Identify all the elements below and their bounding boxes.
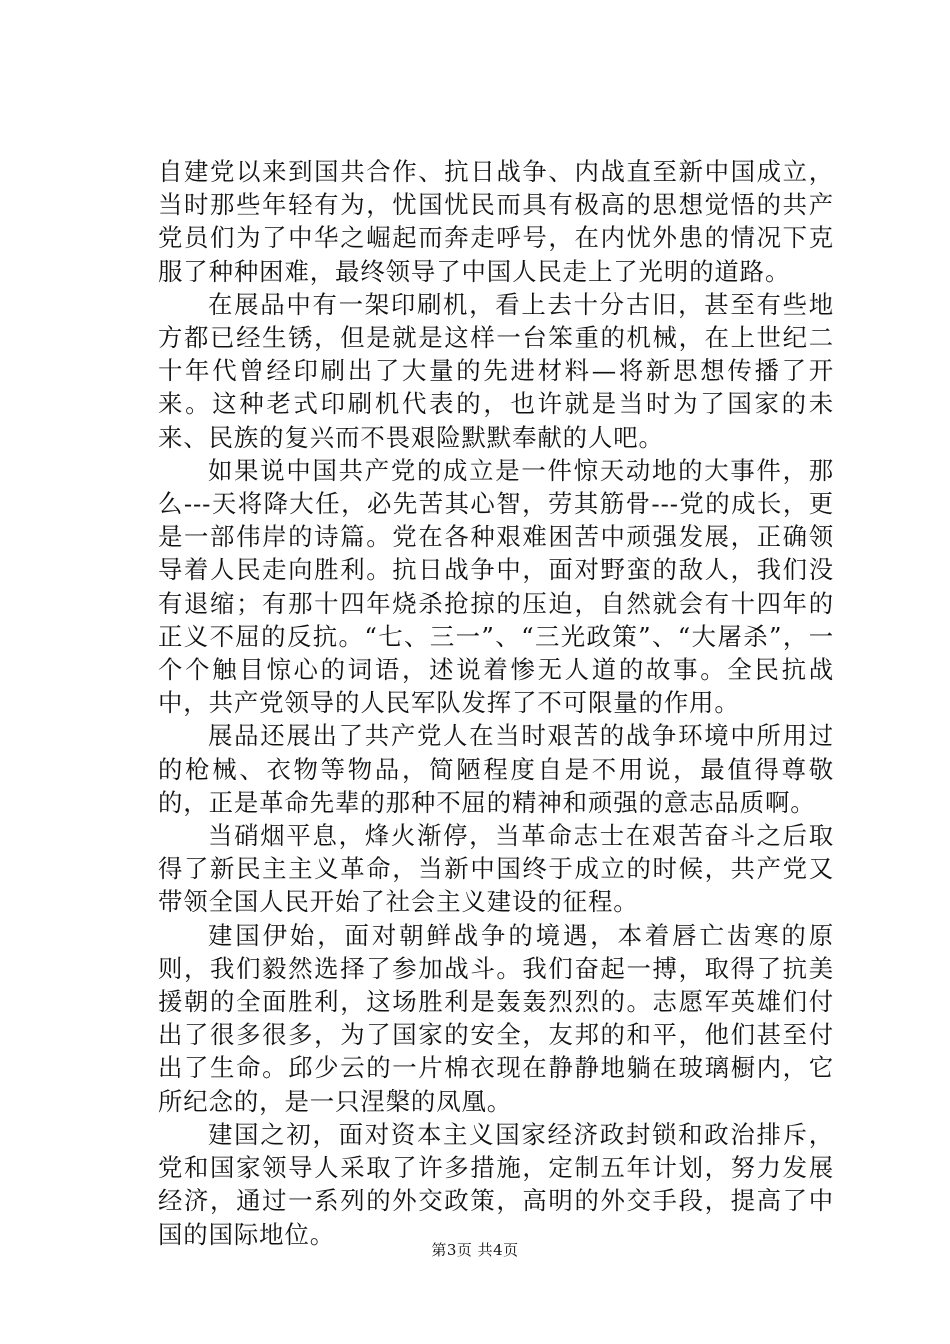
- paragraph-3: 如果说中国共产党的成立是一件惊天动地的大事件，那么---天将降大任，必先苦其心智，劳其筋骨---党的成长，更是一部伟岸的诗篇。党在各种艰难困苦中顽强发展，正确领导着人民走向胜利。抗日战争中，面对野蛮的敌人，我们没有退缩；有那十四年烧杀抢掠的压迫，自然就会有十四年的正义不屈的反抗。“七、三一”、“三光政策”、“大屠杀”，一个个触目惊心的词语，述说着惨无人道的故事。全民抗战中，共产党领导的人民军队发挥了不可限量的作用。: [158, 455, 834, 718]
- paragraph-2: 在展品中有一架印刷机，看上去十分古旧，甚至有些地方都已经生锈，但是就是这样一台笨重的机械，在上世纪二十年代曾经印刷出了大量的先进材料—将新思想传播了开来。这种老式印刷机代表的，也许就是当时为了国家的未来、民族的复兴而不畏艰险默默奉献的人吧。: [158, 289, 834, 452]
- document-body: [158, 155, 834, 1251]
- page-footer: 第3页 共4页: [431, 1241, 519, 1259]
- paragraph-7: 建国之初，面对资本主义国家经济政封锁和政治排斥，党和国家领导人采取了许多措施，定制五年计划，努力发展经济，通过一系列的外交政策，高明的外交手段，提高了中国的国际地位。: [158, 1119, 834, 1249]
- paragraph-5: 当硝烟平息，烽火渐停，当革命志士在艰苦奋斗之后取得了新民主主义革命，当新中国终于成立的时候，共产党又带领全国人民开始了社会主义建设的征程。: [158, 821, 834, 917]
- paragraph-6: 建国伊始，面对朝鲜战争的境遇，本着唇亡齿寒的原则，我们毅然选择了参加战斗。我们奋起一搏，取得了抗美援朝的全面胜利，这场胜利是轰轰烈烈的。志愿军英雄们付出了很多很多，为了国家的安全，友邦的和平，他们甚至付出了生命。邱少云的一片棉衣现在静静地躺在玻璃橱内，它所纪念的，是一只涅槃的凤凰。: [158, 920, 834, 1116]
- paragraph-4: 展品还展出了共产党人在当时艰苦的战争环境中所用过的枪械、衣物等物品，简陋程度自是不用说，最值得尊敬的，正是革命先辈的那种不屈的精神和顽强的意志品质啊。: [158, 721, 834, 817]
- paragraph-1: 自建党以来到国共合作、抗日战争、内战直至新中国成立，当时那些年轻有为，忧国忧民而具有极高的思想觉悟的共产党员们为了中华之崛起而奔走呼号，在内忧外患的情况下克服了种种困难，最终领导了中国人民走上了光明的道路。: [158, 157, 834, 286]
